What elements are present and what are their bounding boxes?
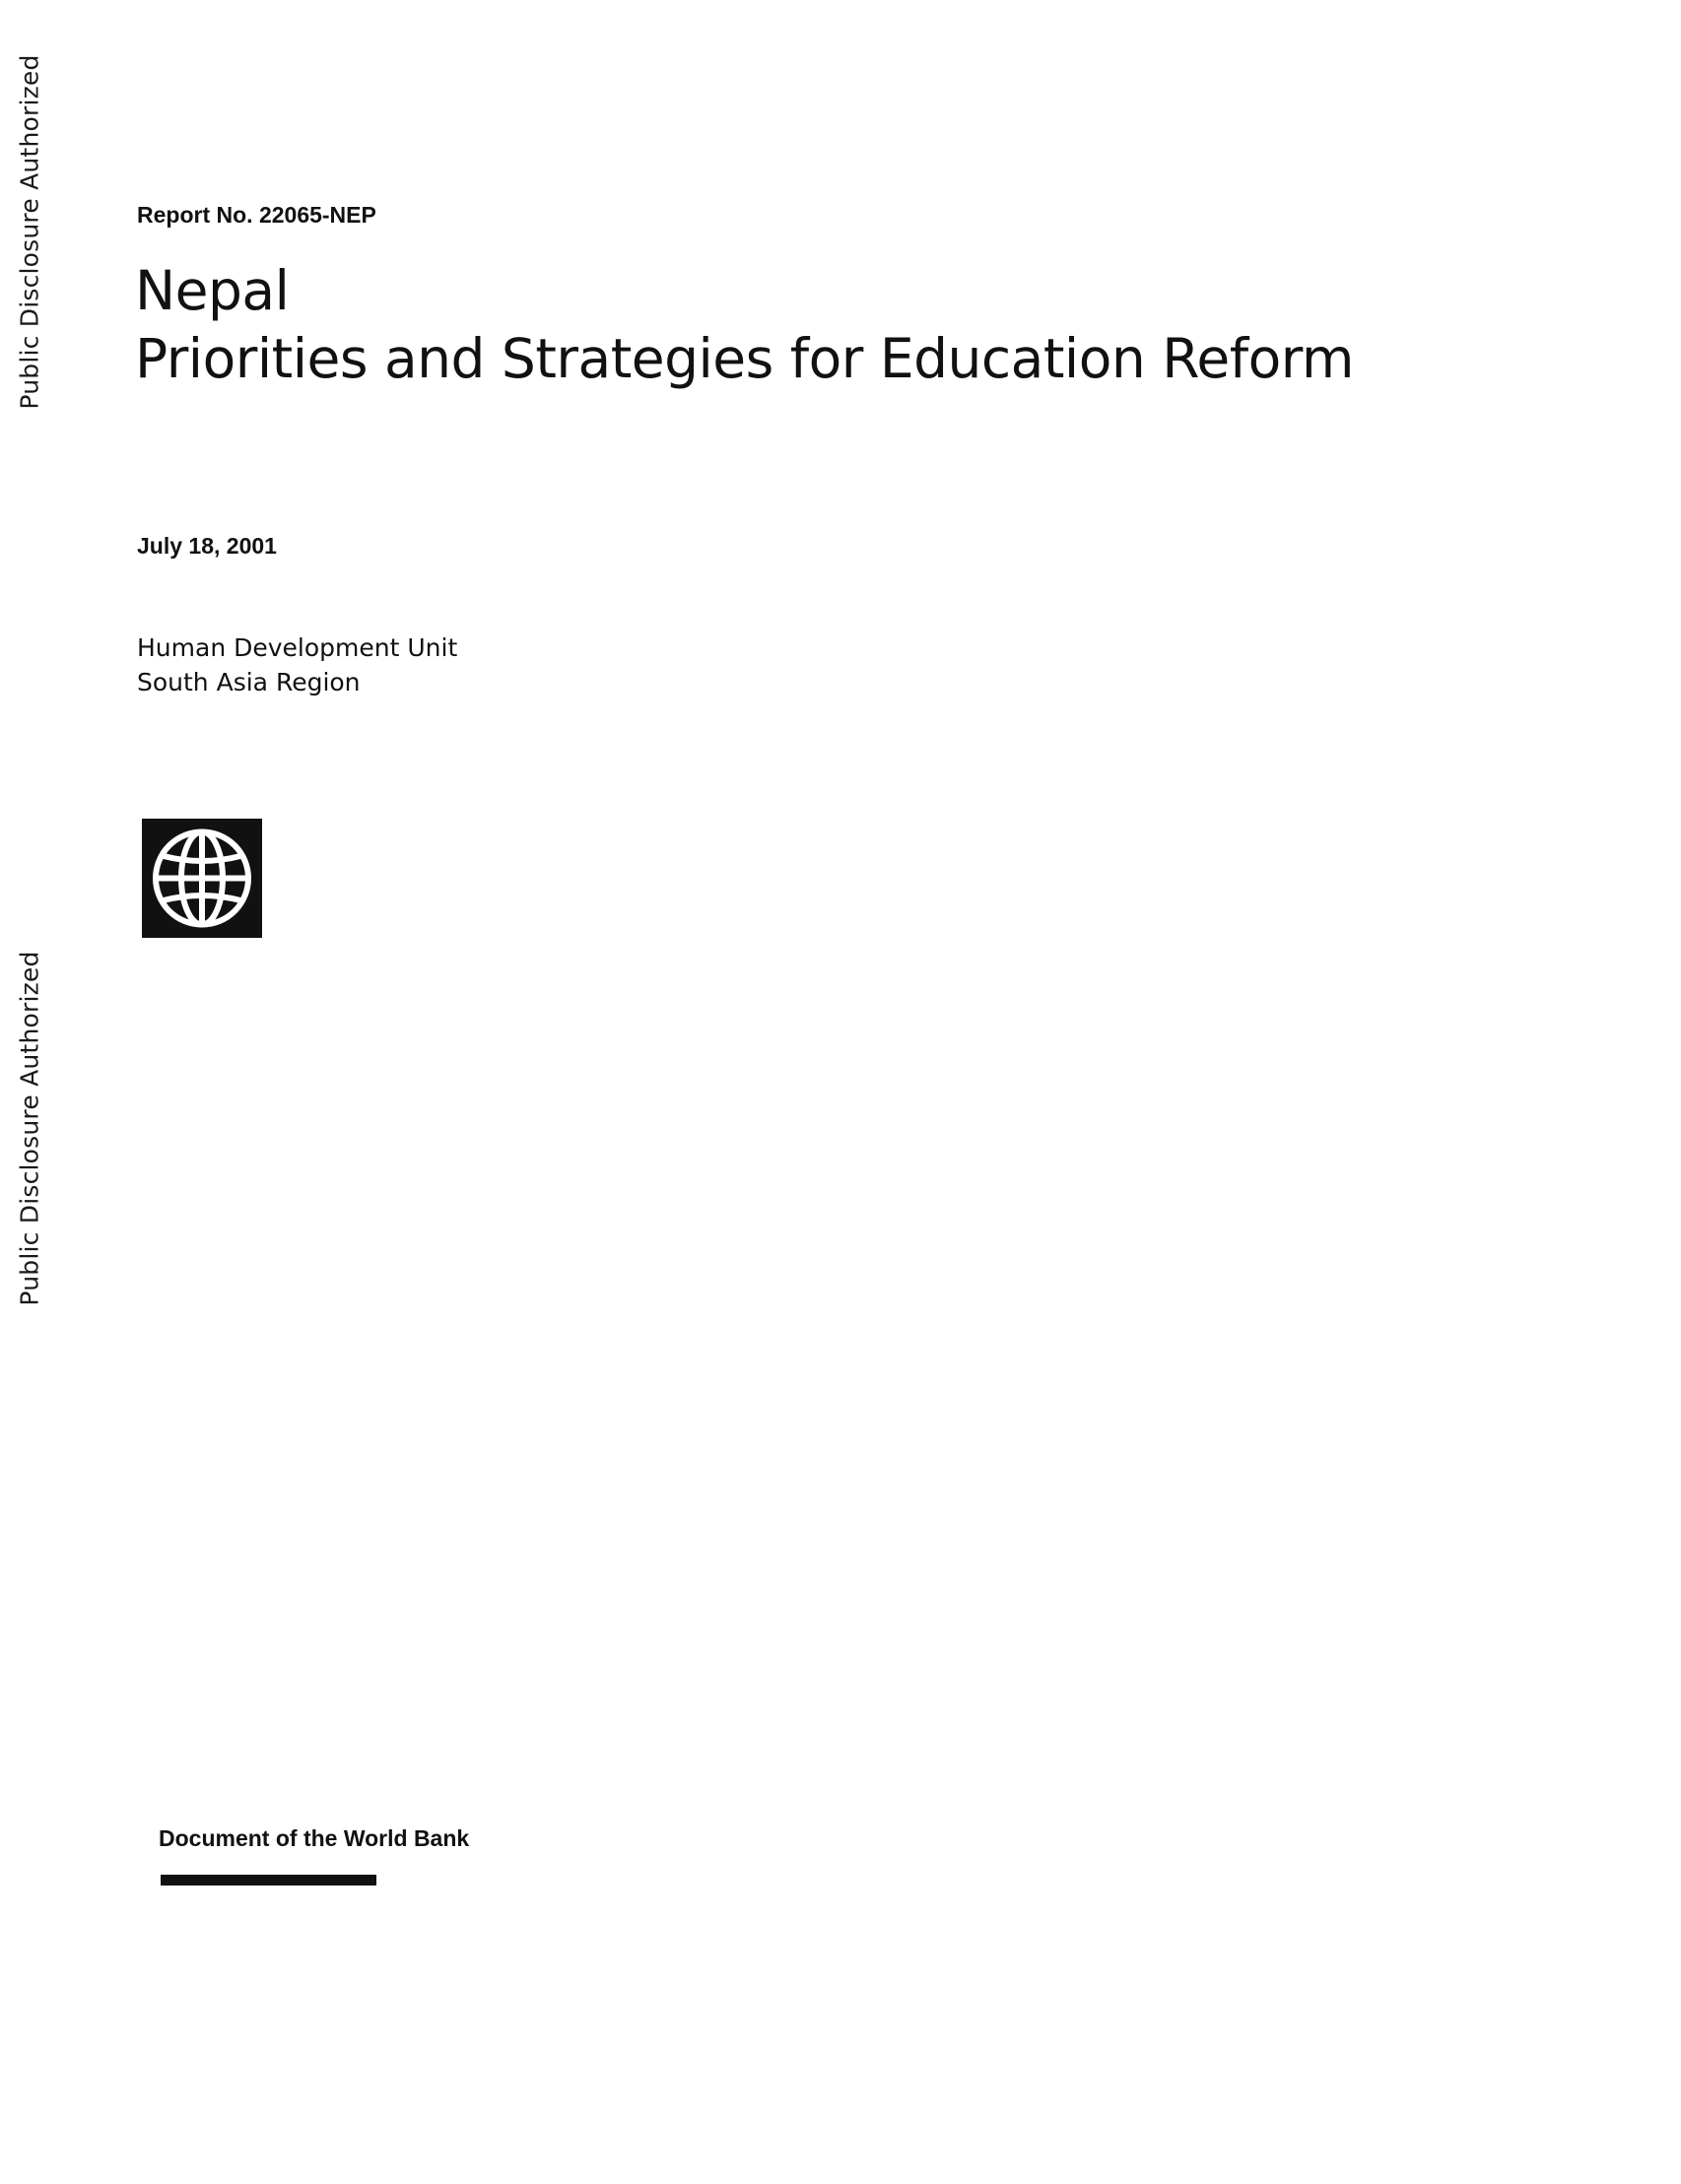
document-of-world-bank: Document of the World Bank <box>159 1825 470 1851</box>
issuing-unit <box>137 630 457 699</box>
report-date: July 18, 2001 <box>137 533 277 559</box>
disclosure-stamp-middle-text: Public Disclosure Authorized <box>15 950 44 1306</box>
report-title-subject: Priorities and Strategies for Education Reform <box>135 327 1355 390</box>
world-bank-globe-icon <box>142 819 262 938</box>
report-title <box>135 259 1355 390</box>
disclosure-stamp-middle <box>0 946 59 1310</box>
issuing-unit-name: Human Development Unit <box>137 633 458 662</box>
report-title-country: Nepal <box>135 259 290 322</box>
footer-rule-divider <box>161 1875 376 1886</box>
report-number: Report No. 22065-NEP <box>137 202 376 228</box>
disclosure-stamp-top-text: Public Disclosure Authorized <box>15 53 44 410</box>
disclosure-stamp-top <box>0 49 59 414</box>
issuing-region-name: South Asia Region <box>137 668 361 696</box>
